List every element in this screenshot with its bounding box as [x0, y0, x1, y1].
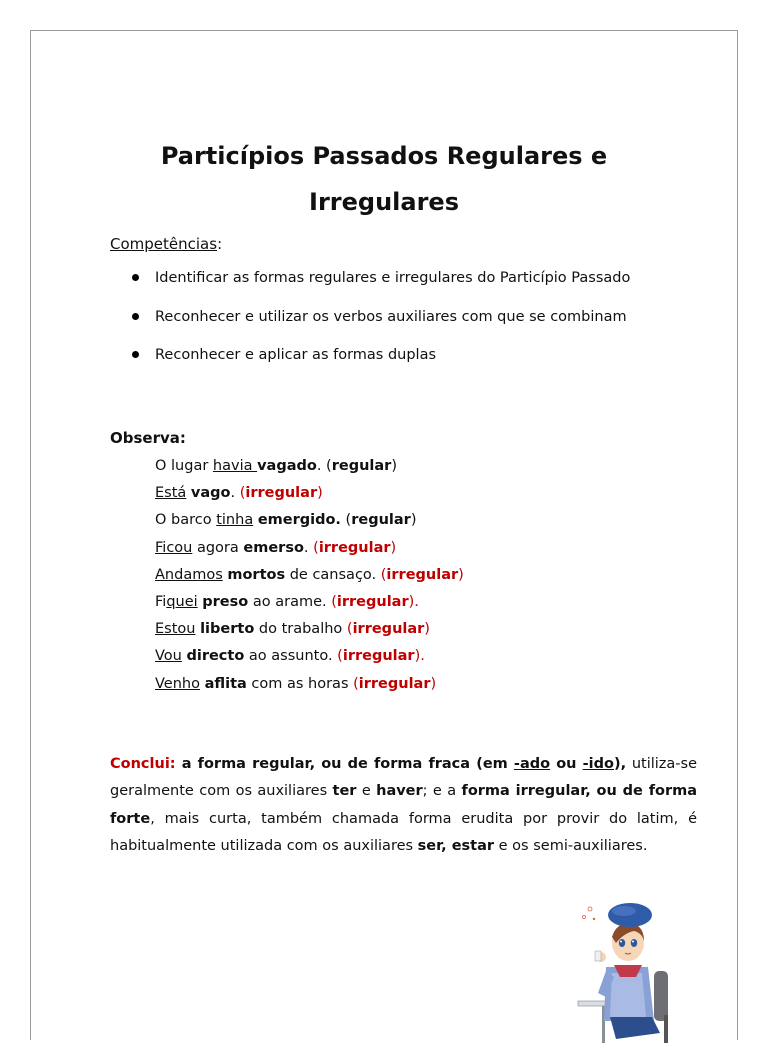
participle: vagado — [257, 458, 317, 474]
auxiliary-verb: Vou — [155, 648, 182, 665]
aux-ser-estar: ser, estar — [417, 837, 495, 854]
sparkle — [583, 916, 586, 919]
shirt-pattern — [610, 973, 646, 1017]
example-text: . ( — [316, 458, 332, 474]
list-item — [132, 304, 630, 343]
conclusion-text-8: e os semi-auxiliares. — [494, 837, 648, 854]
sparkle — [593, 918, 595, 920]
competencias-label: Competências — [110, 235, 218, 253]
suffix-ido: -ido — [582, 756, 614, 772]
example-text: . — [303, 539, 314, 556]
bullet-icon — [132, 313, 139, 320]
auxiliary-verb: havia — [212, 458, 258, 474]
sparkle — [588, 907, 592, 911]
example-line — [155, 562, 464, 589]
chair-back — [654, 971, 668, 1021]
conclusion-text-7: , mais curta, também chamada forma erudita por provir do latim, é habitualmente utilizada com os auxiliares — [110, 810, 697, 854]
document-page — [30, 30, 738, 1040]
conclusion-text-1: a forma regular, ou de forma fraca (em — [175, 756, 514, 772]
example-text: com as horas — [246, 675, 354, 692]
participle: emerso — [243, 539, 304, 556]
bullet-icon — [132, 351, 139, 358]
example-text: do trabalho — [254, 621, 347, 638]
form-tag: (irregular) — [346, 621, 430, 638]
example-text: agora — [192, 539, 244, 556]
aux-haver: haver — [376, 783, 423, 800]
auxiliary-verb: Venho — [155, 675, 200, 692]
example-line — [155, 589, 464, 616]
competencias-colon: : — [217, 235, 223, 253]
example-text: ) — [391, 458, 397, 474]
auxiliary-verb: Ficou — [155, 539, 193, 556]
title-line-1: Particípios Passados Regulares e — [160, 142, 608, 170]
example-line — [155, 453, 464, 480]
conclusion-text-3: ), — [613, 756, 627, 772]
list-item — [132, 342, 630, 381]
participle: preso — [202, 593, 249, 610]
aux-ter: ter — [332, 783, 357, 800]
pants — [610, 1017, 660, 1039]
example-line — [155, 480, 464, 507]
list-item-text: Identificar as formas regulares e irregulares do Particípio Passado — [155, 270, 631, 286]
example-line — [155, 616, 464, 643]
form-tag: (irregular) — [239, 485, 323, 502]
chair-leg — [664, 1015, 668, 1043]
list-item-text: Reconhecer e aplicar as formas duplas — [155, 347, 437, 363]
conclusion-text-2: ou — [550, 756, 583, 772]
examples-list — [155, 453, 464, 698]
title-line-2: Irregulares — [309, 188, 459, 216]
form-tag: (irregular) — [353, 675, 437, 692]
form-tag: regular — [351, 512, 411, 529]
participle: aflita — [204, 675, 247, 692]
conclusion-text-6: ; e a — [422, 783, 462, 800]
eye-shine — [632, 941, 634, 943]
example-text: . — [230, 485, 240, 502]
competencias-heading — [110, 235, 222, 253]
left-eye — [619, 939, 625, 947]
participle: vago — [190, 485, 231, 502]
example-line — [155, 507, 464, 534]
conclusion-label: Conclui: — [110, 756, 176, 772]
participle: directo — [186, 648, 245, 665]
eye-shine — [620, 941, 622, 943]
forma-irregular: forma irregular, ou de forma forte — [110, 783, 698, 827]
auxiliary-verb: Está — [155, 485, 187, 502]
right-eye — [631, 939, 637, 947]
auxiliary-verb: tinha — [216, 512, 254, 529]
cartoon-boy-illustration — [576, 893, 696, 1043]
example-line — [155, 643, 464, 670]
suffix-ado: -ado — [513, 756, 551, 772]
beret-highlight — [612, 906, 636, 916]
form-tag: (irregular). — [331, 593, 419, 610]
conclusion-text-4: utiliza-se geralmente com os auxiliares — [110, 756, 697, 800]
form-tag: (irregular). — [337, 648, 425, 665]
bullet-icon — [132, 274, 139, 281]
example-text: de cansaço. — [285, 566, 381, 583]
conclusion-text-5: e — [356, 783, 377, 800]
participle: liberto — [200, 621, 255, 638]
list-item — [132, 265, 630, 304]
auxiliary-verb: Andamos — [155, 566, 223, 583]
list-item-text: Reconhecer e utilizar os verbos auxiliares com que se combinam — [155, 308, 627, 325]
observa-heading: Observa: — [110, 429, 186, 447]
auxiliary-verb: Estou — [155, 621, 196, 638]
example-text: O barco — [155, 512, 217, 529]
example-text: O lugar — [155, 458, 213, 474]
example-text: ao assunto. — [244, 648, 338, 665]
competencias-list — [132, 265, 630, 381]
page-title — [31, 133, 737, 225]
example-text: Fi — [155, 593, 167, 610]
example-text: ao arame. — [248, 593, 332, 610]
participle: emergido. — [257, 512, 341, 529]
conclusion-paragraph — [110, 751, 697, 860]
cup — [595, 951, 601, 961]
example-text: ( — [340, 512, 352, 529]
form-tag: (irregular) — [380, 566, 464, 583]
example-line — [155, 535, 464, 562]
form-tag: (irregular) — [313, 539, 397, 556]
example-text: ) — [410, 512, 417, 529]
participle: mortos — [227, 566, 286, 583]
example-line — [155, 671, 464, 698]
auxiliary-verb: quei — [166, 593, 198, 610]
form-tag: regular — [331, 458, 392, 474]
